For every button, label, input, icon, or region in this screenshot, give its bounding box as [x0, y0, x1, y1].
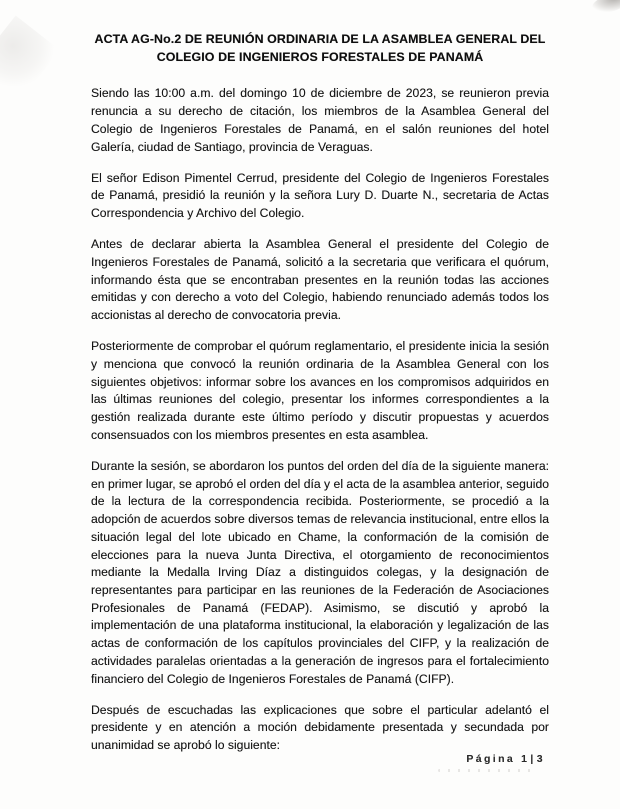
page-separator: |	[530, 753, 536, 765]
page-footer-label: Página	[466, 753, 516, 765]
paragraph: Después de escuchadas las explicaciones que sobre el particular adelantó el presidente y en atención a moción debidamente presentada y secundada por unanimidad se aprobó lo siguiente:	[91, 702, 549, 753]
scan-artifact-top-left	[0, 16, 60, 101]
page-footer	[466, 753, 545, 765]
paragraph: Posteriormente de comprobar el quórum reglamentario, el presidente inicia la sesión y menciona que convocó la reunión ordinaria de la Asamblea General con los siguientes objetivos: informar sobre los avances en los compromisos adquiridos en las últimas reuniones del colegio, presentar los informes correspondientes a la gestión realizada durante este último período y discutir propuestas y acuerdos consensuados con los miembros presentes en esta asamblea.	[91, 339, 549, 442]
paragraph: El señor Edison Pimentel Cerrud, presidente del Colegio de Ingenieros Forestales de Panamá, presidió la reunión y la señora Lury D. Duarte N., secretaria de Actas Correspondencia y Archivo del Colegio.	[91, 170, 549, 221]
document-body	[91, 85, 549, 754]
paragraph: Durante la sesión, se abordaron los puntos del orden del día de la siguiente manera: en primer lugar, se aprobó el orden del día y el acta de la asamblea anterior, seguido de la lectura de la correspondencia recibida. Posteriormente, se procedió a la adopción de acuerdos sobre diversos temas de relevancia institucional, entre ellos la situación legal del lote ubicado en Chame, la conformación de la comisión de elecciones para la nueva Junta Directiva, el otorgamiento de reconocimientos mediante la Medalla Irving Díaz a distinguidos colegas, y la designación de representantes para participar en las reuniones de la Federación de Asociaciones Profesionales de Panamá (FEDAP). Asimismo, se discutió y aprobó la implementación de una plataforma institucional, la elaboración y legalización de las actas de conformación de los capítulos provinciales del CIFP, y la realización de actividades paralelas orientadas a la generación de ingresos para el fortalecimiento financiero del Colegio de Ingenieros Forestales de Panamá (CIFP).	[91, 459, 549, 686]
scan-artifact-top-right	[591, 0, 620, 15]
paragraph: Siendo las 10:00 a.m. del domingo 10 de diciembre de 2023, se reunieron previa renuncia a su derecho de citación, los miembros de la Asamblea General del Colegio de Ingenieros Forestales de Panamá, en el salón reuniones del hotel Galería, ciudad de Santiago, provincia de Veraguas.	[91, 86, 549, 154]
document-content	[91, 30, 549, 755]
document-title: ACTA AG-No.2 DE REUNIÓN ORDINARIA DE LA ASAMBLEA GENERAL DEL COLEGIO DE INGENIEROS FORESTALES DE PANAMÁ	[94, 32, 546, 65]
scan-artifact-bottom-speckle	[438, 769, 534, 772]
page-total: 3	[536, 753, 545, 765]
paragraph: Antes de declarar abierta la Asamblea General el presidente del Colegio de Ingenieros Forestales de Panamá, solicitó a la secretaria que verificara el quórum, informando ésta que se encontraban presentes en la reunión todas las acciones emitidas y con derecho a voto del Colegio, habiendo renunciado además todos los accionistas al derecho de convocatoria previa.	[91, 237, 549, 323]
page-number: 1	[521, 753, 530, 765]
